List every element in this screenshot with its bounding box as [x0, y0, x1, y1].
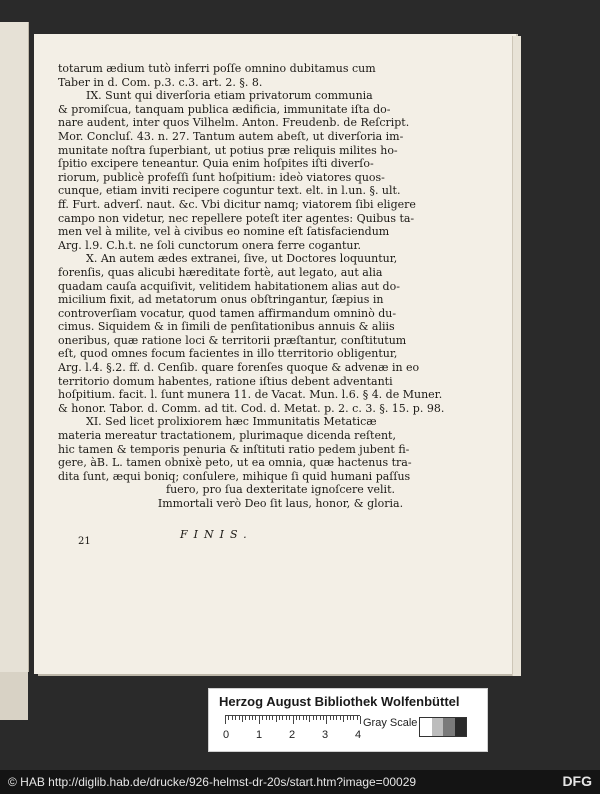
- scale-ruler: [225, 715, 360, 724]
- text-line: materia mereatur tractationem, plurimaque dicenda reſtent,: [58, 429, 396, 443]
- left-page-strip: [0, 672, 28, 720]
- ruler-tick: [309, 716, 310, 722]
- gray-swatch: [432, 718, 444, 736]
- text-line: dita ſunt, æqui boniq; conſulere, mihique ſi quid humani paſſus: [58, 469, 411, 483]
- left-page-edge: [0, 22, 29, 672]
- ruler-tick: [262, 716, 263, 720]
- footer-bar: [0, 770, 600, 794]
- text-line: munitate noſtra ſuperbiant, ut potius præ reliquis milites ho-: [58, 143, 398, 157]
- page-text: [58, 62, 503, 511]
- text-line: quadam cauſa acquiſivit, velitidem habitationem alias aut do-: [58, 279, 400, 293]
- ruler-tick: [225, 716, 226, 724]
- ruler-tick: [320, 716, 321, 720]
- ruler-tick: [347, 716, 348, 720]
- gray-swatch: [443, 718, 455, 736]
- text-line: micilium fixit, ad metatorum onus obſtringantur, ſæpius in: [58, 293, 384, 307]
- gray-scale-swatches: [419, 717, 467, 737]
- ruler-tick: [293, 716, 294, 724]
- ruler-tick: [313, 716, 314, 720]
- ruler-number: 1: [256, 729, 263, 741]
- ruler-tick: [259, 716, 260, 724]
- text-line: cimus. Siquidem & in ſimili de penſitationibus annuis & aliis: [58, 320, 395, 334]
- text-line: forenſis, quas alicubi hæreditate fortè, aut legato, aut alia: [58, 265, 383, 279]
- ruler-tick: [326, 716, 327, 724]
- gray-scale-label: Gray Scale: [363, 717, 418, 729]
- library-label-card: [208, 688, 488, 752]
- ruler-tick: [333, 716, 334, 720]
- ruler-tick: [323, 716, 324, 720]
- text-line: Arg. l.4. §.2. ff. d. Cenſib. quare forenſes quoque & advenæ in eo: [58, 361, 420, 375]
- text-line: ff. Furt. adverſ. naut. &c. Vbi dicitur namq; viatorem ſibi eligere: [58, 197, 416, 211]
- ruler-tick: [330, 716, 331, 720]
- text-line: & promiſcua, tanquam publica ædificia, immunitate iſta do-: [58, 102, 391, 116]
- text-line: riorum, publicè profeſſi ſunt hoſpitium: ideò viatores quos-: [58, 170, 385, 184]
- signature-mark: 21: [78, 536, 91, 547]
- ruler-tick: [350, 716, 351, 720]
- ruler-tick: [360, 716, 361, 724]
- ruler-tick: [316, 716, 317, 720]
- text-line: X. An autem ædes extranei, ſive, ut Doctores loquuntur,: [86, 252, 398, 266]
- ruler-tick: [336, 716, 337, 720]
- text-line: totarum ædium tutò inferri poſſe omnino dubitamus cum: [58, 62, 376, 75]
- text-line: Arg. l.9. C.h.t. ne ſoli cunctorum onera ferre cogantur.: [58, 238, 362, 252]
- ruler-tick: [228, 716, 229, 720]
- ruler-number: 2: [289, 729, 296, 741]
- ruler-tick: [242, 716, 243, 722]
- ruler-tick: [299, 716, 300, 720]
- text-line: eſt, quod omnes focum facientes in illo tterritorio obligentur,: [58, 347, 398, 361]
- text-line: Immortali verò Deo ſit laus, honor, & gloria.: [157, 497, 404, 510]
- ruler-tick: [279, 716, 280, 720]
- gray-swatch: [455, 718, 467, 736]
- text-line: territorio domum habentes, ratione iſtius debent adventanti: [58, 374, 393, 388]
- ruler-tick: [266, 716, 267, 720]
- footer-credit[interactable]: © HAB http://diglib.hab.de/drucke/926-helmst-dr-20s/start.htm?image=00029: [8, 775, 417, 789]
- ruler-tick: [343, 716, 344, 722]
- ruler-labels: [223, 729, 373, 743]
- ruler-tick: [239, 716, 240, 720]
- text-line: cunque, etiam inviti recipere coguntur text. elt. in l.un. §. ult.: [58, 184, 401, 198]
- gray-swatch: [420, 718, 432, 736]
- ruler-tick: [272, 716, 273, 720]
- text-line: Taber in d. Com. p.3. c.3. art. 2. §. 8.: [58, 75, 263, 89]
- text-line: controverſiam vocatur, quod tamen affirmandum omninò du-: [58, 306, 397, 320]
- text-line: & honor. Tabor. d. Comm. ad tit. Cod. d. Metat. p. 2. c. 3. §. 15. p. 98.: [58, 401, 445, 415]
- ruler-tick: [286, 716, 287, 720]
- ruler-tick: [357, 716, 358, 720]
- text-line: nare audent, inter quos Vilhelm. Anton. Freudenb. de Reſcript.: [58, 116, 410, 130]
- ruler-tick: [245, 716, 246, 720]
- ruler-tick: [255, 716, 256, 720]
- text-line: Mor. Concluſ. 43. n. 27. Tantum autem abeſt, ut diverſoria im-: [58, 129, 404, 143]
- ruler-tick: [269, 716, 270, 720]
- ruler-tick: [303, 716, 304, 720]
- ruler-tick: [306, 716, 307, 720]
- ruler-tick: [296, 716, 297, 720]
- finis-word: FINIS.: [180, 528, 253, 541]
- ruler-tick: [289, 716, 290, 720]
- ruler-tick: [249, 716, 250, 720]
- ruler-tick: [276, 716, 277, 722]
- ruler-tick: [282, 716, 283, 720]
- text-line: campo non videtur, nec repellere poteſt iter agentes: Quibus ta-: [58, 211, 415, 225]
- ruler-tick: [353, 716, 354, 720]
- text-line: men vel à milite, vel à civibus eo nomine eſt ſatisfaciendum: [58, 225, 390, 239]
- ruler-number: 4: [355, 729, 362, 741]
- ruler-tick: [235, 716, 236, 720]
- text-line: ſpitio excipere teneantur. Quia enim hoſpites iſti diverſo-: [58, 157, 374, 171]
- text-line: fuero, pro ſua dexteritate ignoſcere velit.: [166, 483, 395, 497]
- ruler-tick: [232, 716, 233, 720]
- ruler-tick: [340, 716, 341, 720]
- text-line: oneribus, quæ ratione loci & territorii præſtantur, conſtitutum: [58, 333, 407, 347]
- ruler-number: 0: [223, 729, 230, 741]
- text-line: hoſpitium. facit. l. ſunt munera 11. de Vacat. Mun. l.6. § 4. de Muner.: [58, 388, 443, 402]
- page-right-edge: [512, 36, 521, 676]
- ruler-number: 3: [322, 729, 329, 741]
- text-line: IX. Sunt qui diverſoria etiam privatorum communia: [86, 89, 373, 103]
- text-line: XI. Sed licet prolixiorem hæc Immunitatis Metaticæ: [86, 415, 377, 429]
- library-title: Herzog August Bibliothek Wolfenbüttel: [219, 694, 460, 709]
- text-line: hic tamen & temporis penuria & inſtituti ratio pedem jubent fi-: [58, 442, 410, 456]
- ruler-tick: [252, 716, 253, 720]
- dfg-logo: DFG: [562, 773, 592, 789]
- text-line: gere, àB. L. tamen obnixè peto, ut ea omnia, quæ hactenus tra-: [58, 456, 412, 470]
